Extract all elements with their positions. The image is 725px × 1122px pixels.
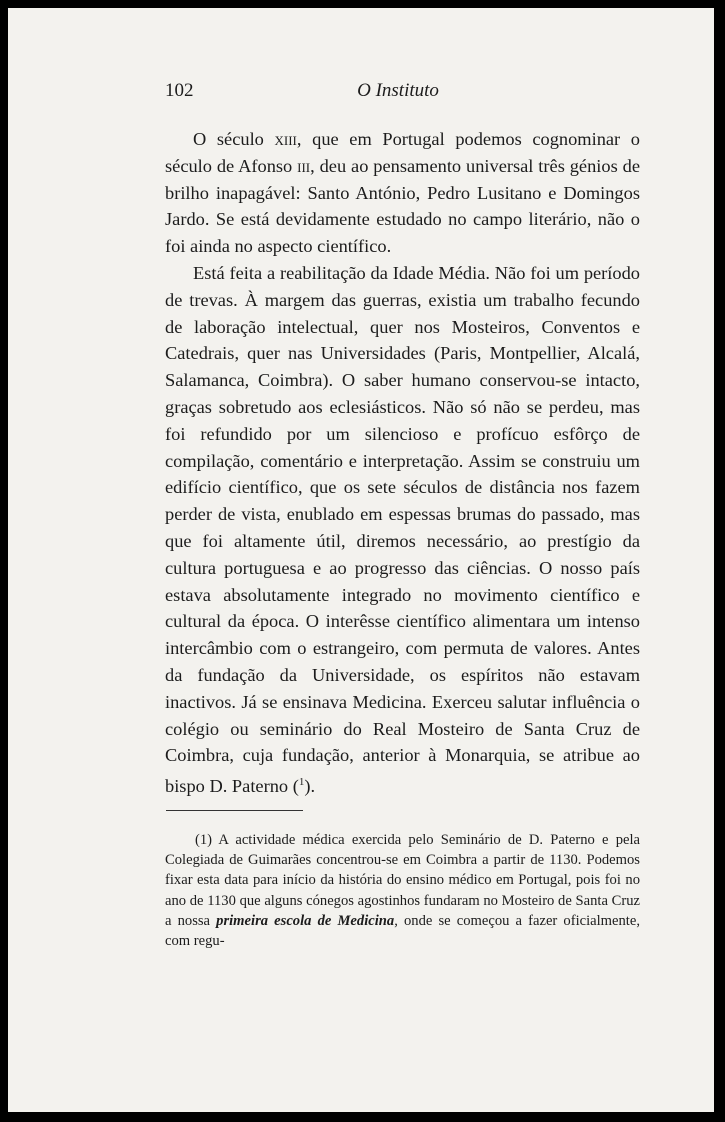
text-run: , deu ao pensamento universal três génios de brilho inapagável: Santo António, Pedro Lusitano e Domingos Jardo. Se está devidamente estudado no campo literário, não o foi ainda no aspecto científico.	[165, 155, 640, 257]
footnote-reference[interactable]: 1	[298, 776, 305, 789]
roman-numeral: iii	[297, 155, 311, 176]
running-title: O Instituto	[357, 80, 439, 101]
page-number: 102	[165, 80, 194, 101]
paragraph-2	[165, 260, 640, 800]
footnotes	[165, 830, 640, 951]
page-header	[165, 80, 561, 106]
footnote-marker: (1)	[195, 832, 213, 848]
book-page	[8, 8, 714, 1112]
roman-numeral: xiii	[274, 129, 297, 149]
paragraph-1	[165, 126, 640, 260]
footnote-divider	[166, 810, 303, 811]
text-run: , onde se começou a fazer oficialmente, com regu-	[165, 912, 640, 950]
text-run: O século	[193, 129, 275, 149]
main-text	[165, 126, 640, 800]
text-run: A actividade médica exercida pelo Seminário de D. Paterno e pela Colegiada de Guimarães concentrou-se em Coimbra a partir de 1130. Podemos fixar esta data para início da história do ensino médico em Portugal, pois foi no ano de 1130 que alguns cónegos agostinhos fundaram no Mosteiro de Santa Cruz a nossa	[165, 832, 640, 929]
text-run: Está feita a reabilitação da Idade Média. Não foi um período de trevas. À margem das guerras, existia um trabalho fecundo de laboração intelectual, quer nos Mosteiros, Conventos e Catedrais, quer nas Universidades (Paris, Montpellier, Alcalá, Salamanca, Coimbra). O saber humano conservou-se intacto, graças sobretudo aos eclesiásticos. Não só não se perdeu, mas foi refundido por um silencioso e profícuo esfôrço de compilação, comentário e interpretação. Assim se construiu um edifício científico, que os sete séculos de distância nos fazem perder de vista, enublado em espessas brumas do passado, mas que foi altamente útil, diremos necessário, ao prestígio da cultura portuguesa e ao progresso das ciências. O nosso país estava absolutamente integrado no movimento científico e cultural da época. O interêsse científico alimentara um intenso intercâmbio com o estrangeiro, com permuta de valores. Antes da fundação da Universidade, os espíritos não estavam inactivos. Já se ensinava Medicina. Exerceu salutar influência o colégio ou seminário do Real Mosteiro de Santa Cruz de Coimbra, cuja fundação, anterior à Monarquia, se atribue ao bispo D. Paterno (	[165, 262, 640, 797]
text-run: , que em Portugal podemos cognominar o século de Afonso	[165, 129, 641, 176]
footnote-1	[165, 830, 640, 951]
text-run: ).	[304, 776, 316, 797]
emphasized-text: primeira escola de Medicina	[216, 912, 395, 929]
